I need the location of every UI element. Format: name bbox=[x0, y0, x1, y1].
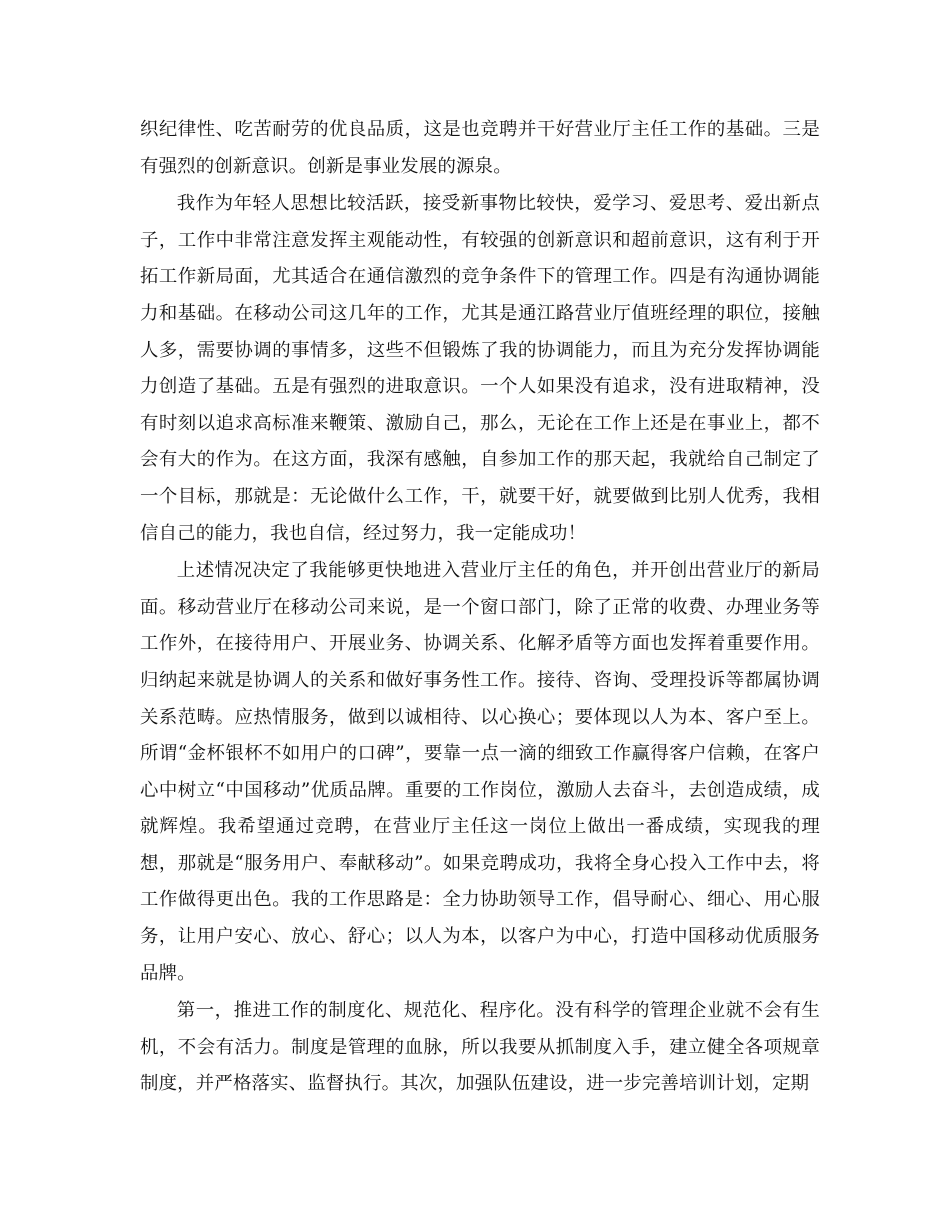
paragraph-role-and-goals: 上述情况决定了我能够更快地进入营业厅主任的角色，并开创出营业厅的新局面。移动营业厅在移动公司来说，是一个窗口部门，除了正常的收费、办理业务等工作外，在接待用户、开展业务、协调关系、化解矛盾等方面也发挥着重要作用。归纳起来就是协调人的关系和做好事务性工作。接待、咨询、受理投诉等都属协调关系范畴。应热情服务，做到以诚相待、以心换心；要体现以人为本、客户至上。所谓“金杯银杯不如用户的口碑”，要靠一点一滴的细致工作赢得客户信赖，在客户心中树立“中国移动”优质品牌。重要的工作岗位，激励人去奋斗，去创造成绩，成就辉煌。我希望通过竞聘，在营业厅主任这一岗位上做出一番成绩，实现我的理想，那就是“服务用户、奉献移动”。如果竞聘成功，我将全身心投入工作中去，将工作做得更出色。我的工作思路是：全力协助领导工作，倡导耐心、细心、用心服务，让用户安心、放心、舒心；以人为本，以客户为中心，打造中国移动优质服务品牌。 bbox=[140, 560, 820, 984]
paragraph-continuation: 织纪律性、吃苦耐劳的优良品质，这是也竞聘并干好营业厅主任工作的基础。三是有强烈的创新意识。创新是事业发展的源泉。 bbox=[140, 119, 820, 177]
paragraph-qualifications: 我作为年轻人思想比较活跃，接受新事物比较快，爱学习、爱思考、爱出新点子，工作中非常注意发挥主观能动性，有较强的创新意识和超前意识，这有利于开拓工作新局面，尤其适合在通信激烈的竞争条件下的管理工作。四是有沟通协调能力和基础。在移动公司这几年的工作，尤其是通江路营业厅值班经理的职位，接触人多，需要协调的事情多，这些不但锻炼了我的协调能力，而且为充分发挥协调能力创造了基础。五是有强烈的进取意识。一个人如果没有追求，没有进取精神，没有时刻以追求高标准来鞭策、激励自己，那么，无论在工作上还是在事业上，都不会有大的作为。在这方面，我深有感触，自参加工作的那天起，我就给自己制定了一个目标，那就是：无论做什么工作，干，就要干好，就要做到比别人优秀，我相信自己的能力，我也自信，经过努力，我一定能成功！ bbox=[140, 193, 820, 544]
paragraph-first-measure: 第一，推进工作的制度化、规范化、程序化。没有科学的管理企业就不会有生机，不会有活力。制度是管理的血脉，所以我要从抓制度入手，建立健全各项规章制度，并严格落实、监督执行。其次，加强队伍建设，进一步完善培训计划，定期 bbox=[140, 1000, 820, 1095]
document-body bbox=[140, 112, 820, 1103]
